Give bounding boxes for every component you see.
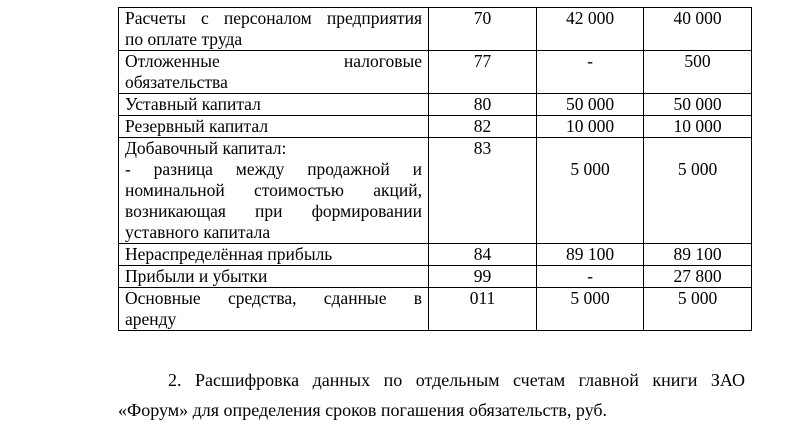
- account-code-cell: 011: [429, 288, 537, 331]
- account-name-line: Нераспределённая прибыль: [125, 244, 333, 264]
- account-name-cell: [119, 266, 429, 288]
- account-name-cell: [119, 51, 429, 94]
- account-name-line: Добавочный капитал:: [125, 138, 287, 158]
- paragraph-line-2: «Форум» для определения сроков погашения обязательств, руб.: [118, 400, 608, 420]
- value-end-cell: 5 000: [644, 138, 752, 244]
- value-end-cell: 50 000: [644, 94, 752, 116]
- account-code-cell: 82: [429, 116, 537, 138]
- account-name-line: Прибыли и убытки: [125, 266, 268, 286]
- value-end-cell: 27 800: [644, 266, 752, 288]
- account-name-line: уставного капитала: [125, 222, 271, 242]
- table-row: [119, 138, 752, 244]
- accounts-table: [118, 7, 752, 331]
- account-name-line: Отложенные налоговые: [125, 51, 422, 71]
- table-row: [119, 244, 752, 266]
- table-row: [119, 288, 752, 331]
- paragraph-line-1: 2. Расшифровка данных по отдельным счетам главной книги ЗАО: [168, 370, 745, 390]
- account-code-cell: 83: [429, 138, 537, 244]
- account-name-line: Резервный капитал: [125, 116, 269, 136]
- account-code-cell: 70: [429, 8, 537, 51]
- account-name-line: Уставный капитал: [125, 94, 261, 114]
- value-start-cell: 5 000: [537, 288, 644, 331]
- account-name-line: возникающая при формировании: [125, 201, 422, 221]
- account-name-line: Основные средства, сданные в: [125, 288, 422, 308]
- account-code-cell: 84: [429, 244, 537, 266]
- value-end-cell: 89 100: [644, 244, 752, 266]
- table-row: [119, 94, 752, 116]
- account-code-cell: 99: [429, 266, 537, 288]
- table-row: [119, 116, 752, 138]
- value-end-cell: 5 000: [644, 288, 752, 331]
- account-name-cell: [119, 244, 429, 266]
- account-name-cell: [119, 288, 429, 331]
- account-name-line: по оплате труда: [125, 29, 243, 49]
- value-start-cell: 42 000: [537, 8, 644, 51]
- account-name-cell: [119, 8, 429, 51]
- value-start-cell: 89 100: [537, 244, 644, 266]
- account-name-line: номинальной стоимостью акций,: [125, 180, 422, 200]
- table-row: [119, 266, 752, 288]
- value-end-cell: 10 000: [644, 116, 752, 138]
- value-end-cell: 500: [644, 51, 752, 94]
- value-start-cell: -: [537, 266, 644, 288]
- value-start-cell: 5 000: [537, 138, 644, 244]
- account-code-cell: 80: [429, 94, 537, 116]
- account-name-line: - разница между продажной и: [125, 159, 422, 179]
- value-end-cell: 40 000: [644, 8, 752, 51]
- value-start-cell: -: [537, 51, 644, 94]
- account-code-cell: 77: [429, 51, 537, 94]
- account-name-cell: [119, 138, 429, 244]
- table-row: [119, 8, 752, 51]
- table-row: [119, 51, 752, 94]
- account-name-cell: [119, 116, 429, 138]
- value-start-cell: 50 000: [537, 94, 644, 116]
- value-start-cell: 10 000: [537, 116, 644, 138]
- account-name-line: Расчеты с персоналом предприятия: [125, 8, 422, 28]
- account-name-cell: [119, 94, 429, 116]
- account-name-line: аренду: [125, 309, 177, 329]
- account-name-line: обязательства: [125, 72, 228, 92]
